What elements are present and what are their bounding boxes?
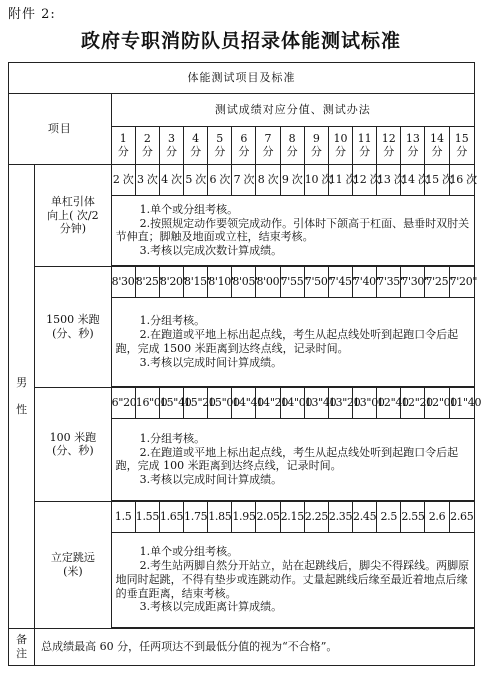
score-number: 2 <box>143 131 151 145</box>
threshold-value: 2.6 <box>425 502 449 533</box>
score-unit: 分 <box>286 145 298 159</box>
threshold-value: 2.45 <box>353 502 377 533</box>
score-header-cell <box>425 126 449 164</box>
score-number: 1 <box>119 131 127 145</box>
score-number: 6 <box>240 131 248 145</box>
threshold-value: 8'10" <box>208 267 232 298</box>
threshold-value: 16"00 <box>135 387 159 418</box>
method-cell <box>111 418 474 500</box>
score-header-cell <box>280 126 304 164</box>
method-line: 3.考核以完成距离计算成绩。 <box>139 600 283 614</box>
threshold-value: 14 次 <box>401 165 425 196</box>
method-line: 1.单个或分组考核。 <box>139 545 239 559</box>
score-header-cell <box>184 126 208 164</box>
threshold-value: 8 次 <box>256 165 280 196</box>
threshold-value: 12"40 <box>377 387 401 418</box>
score-header-cell <box>328 126 352 164</box>
threshold-value: 4 次 <box>159 165 183 196</box>
threshold-value: 7'20" <box>449 267 474 298</box>
threshold-value: 13 次 <box>377 165 401 196</box>
method-cell <box>111 297 474 386</box>
score-header-cell <box>135 126 159 164</box>
score-header-cell <box>232 126 256 164</box>
score-header-cell <box>256 126 280 164</box>
score-unit: 分 <box>456 145 468 159</box>
item-name: 单杠引体 向上( 次/2 分钟) <box>35 165 111 267</box>
method-cell <box>111 195 474 265</box>
score-number: 11 <box>357 131 372 145</box>
score-number: 12 <box>381 131 396 145</box>
score-unit: 分 <box>310 145 322 159</box>
gender-label: 男 性 <box>9 165 35 629</box>
score-header-cell <box>401 126 425 164</box>
threshold-value: 1.95 <box>232 502 256 533</box>
threshold-value: 14"40 <box>232 387 256 418</box>
score-unit: 分 <box>431 145 443 159</box>
threshold-value: 2.65 <box>449 502 474 533</box>
threshold-value: 13"20 <box>328 387 352 418</box>
method-line: 3.考核以完成次数计算成绩。 <box>139 244 283 258</box>
threshold-value: 8'05" <box>232 267 256 298</box>
score-number: 7 <box>264 131 272 145</box>
threshold-value: 7'45" <box>328 267 352 298</box>
threshold-value: 5 次 <box>184 165 208 196</box>
score-unit: 分 <box>165 145 177 159</box>
threshold-value: 2.15 <box>280 502 304 533</box>
threshold-value: 7'40" <box>353 267 377 298</box>
threshold-value: 6 次 <box>208 165 232 196</box>
score-header-cell <box>208 126 232 164</box>
threshold-value: 11"40 <box>449 387 474 418</box>
score-number: 14 <box>430 131 445 145</box>
threshold-value: 6"20 <box>111 387 135 418</box>
score-header-cell <box>159 126 183 164</box>
method-line: 2.在跑道或平地上标出起点线，考生从起点线处听到起跑口令后起跑，完成 1500 米距离到达终点线，记录时间。 <box>115 328 459 355</box>
threshold-value: 8'00" <box>256 267 280 298</box>
threshold-value: 1.85 <box>208 502 232 533</box>
threshold-value: 2.25 <box>304 502 328 533</box>
scores-title: 测试成绩对应分值、测试办法 <box>111 93 474 126</box>
threshold-value: 7'50" <box>304 267 328 298</box>
threshold-value: 7'25" <box>425 267 449 298</box>
method-line: 1.分组考核。 <box>139 431 206 445</box>
score-number: 15 <box>454 131 469 145</box>
note-label: 备 注 <box>9 628 35 665</box>
threshold-value: 15"40 <box>159 387 183 418</box>
score-number: 8 <box>288 131 296 145</box>
method-line: 3.考核以完成时间计算成绩。 <box>139 355 283 369</box>
score-unit: 分 <box>141 145 153 159</box>
score-number: 3 <box>167 131 175 145</box>
score-header-cell <box>449 126 474 164</box>
threshold-value: 1.65 <box>159 502 183 533</box>
score-unit: 分 <box>383 145 395 159</box>
score-header-cell <box>377 126 401 164</box>
threshold-value: 7 次 <box>232 165 256 196</box>
threshold-value: 8'20" <box>159 267 183 298</box>
method-line: 3.考核以完成时间计算成绩。 <box>139 473 283 487</box>
method-line: 1.分组考核。 <box>139 314 206 328</box>
method-line: 2.按照规定动作要领完成动作。引体时下颌高于杠面、悬垂时双肘关节伸直；脚触及地面或立柱，结束考核。 <box>115 216 470 244</box>
method-line: 1.单个或分组考核。 <box>139 202 239 216</box>
threshold-value: 12"20 <box>401 387 425 418</box>
score-unit: 分 <box>117 145 129 159</box>
threshold-value: 1.55 <box>135 502 159 533</box>
attachment-label: 附件 2: <box>8 7 56 22</box>
note-text: 总成绩最高 60 分，任两项达不到最低分值的视为“不合格”。 <box>35 628 475 665</box>
threshold-value: 12 次 <box>353 165 377 196</box>
threshold-value: 1.5 <box>111 502 135 533</box>
document-title: 政府专职消防队员招录体能测试标准 <box>80 30 401 52</box>
score-unit: 分 <box>214 145 226 159</box>
method-line: 2.考生站两脚自然分开站立，站在起跳线后，脚尖不得踩线。两脚原地同时起跳，不得有垫步或连跳动作。丈量起跳线后缘至最近着地点后缘的垂直距离，结束考核。 <box>115 559 470 600</box>
threshold-value: 7'35" <box>377 267 401 298</box>
score-unit: 分 <box>238 145 250 159</box>
threshold-value: 2.05 <box>256 502 280 533</box>
threshold-value: 14"00 <box>280 387 304 418</box>
threshold-value: 15"00 <box>208 387 232 418</box>
threshold-value: 2.55 <box>401 502 425 533</box>
score-number: 10 <box>333 131 348 145</box>
score-header-cell <box>304 126 328 164</box>
threshold-value: 12"00 <box>425 387 449 418</box>
score-header-cell <box>353 126 377 164</box>
method-line: 2.在跑道或平地上标出起点线，考生从起点线处听到起跑口令后起跑，完成 100 米距离到达终点线，记录时间。 <box>115 445 459 473</box>
score-number: 4 <box>192 131 200 145</box>
score-unit: 分 <box>334 145 346 159</box>
score-number: 9 <box>312 131 320 145</box>
threshold-value: 8'25" <box>135 267 159 298</box>
threshold-value: 3 次 <box>135 165 159 196</box>
item-header: 项目 <box>9 93 112 164</box>
score-number: 5 <box>216 131 224 145</box>
threshold-value: 2 次 <box>111 165 135 196</box>
table-title: 体能测试项目及标准 <box>9 63 475 94</box>
threshold-value: 7'30" <box>401 267 425 298</box>
threshold-value: 11 次 <box>328 165 352 196</box>
score-unit: 分 <box>262 145 274 159</box>
item-name: 100 米跑 (分、秒) <box>35 387 111 501</box>
threshold-value: 1.75 <box>184 502 208 533</box>
threshold-value: 13"00 <box>353 387 377 418</box>
threshold-value: 16 次 <box>449 165 474 196</box>
score-unit: 分 <box>190 145 202 159</box>
item-name: 1500 米跑 (分、秒) <box>35 267 111 388</box>
standards-table <box>8 62 482 666</box>
threshold-value: 14"20 <box>256 387 280 418</box>
threshold-value: 9 次 <box>280 165 304 196</box>
method-cell <box>111 532 474 627</box>
score-number: 13 <box>405 131 420 145</box>
score-unit: 分 <box>359 145 371 159</box>
threshold-value: 2.35 <box>328 502 352 533</box>
threshold-value: 8'15" <box>184 267 208 298</box>
threshold-value: 2.5 <box>377 502 401 533</box>
score-unit: 分 <box>407 145 419 159</box>
threshold-value: 7'55" <box>280 267 304 298</box>
threshold-value: 13"40 <box>304 387 328 418</box>
item-name: 立定跳远 (米) <box>35 502 111 629</box>
score-header-cell <box>111 126 135 164</box>
threshold-value: 8'30" <box>111 267 135 298</box>
threshold-value: 15 次 <box>425 165 449 196</box>
threshold-value: 10 次 <box>304 165 328 196</box>
threshold-value: 15"20 <box>184 387 208 418</box>
